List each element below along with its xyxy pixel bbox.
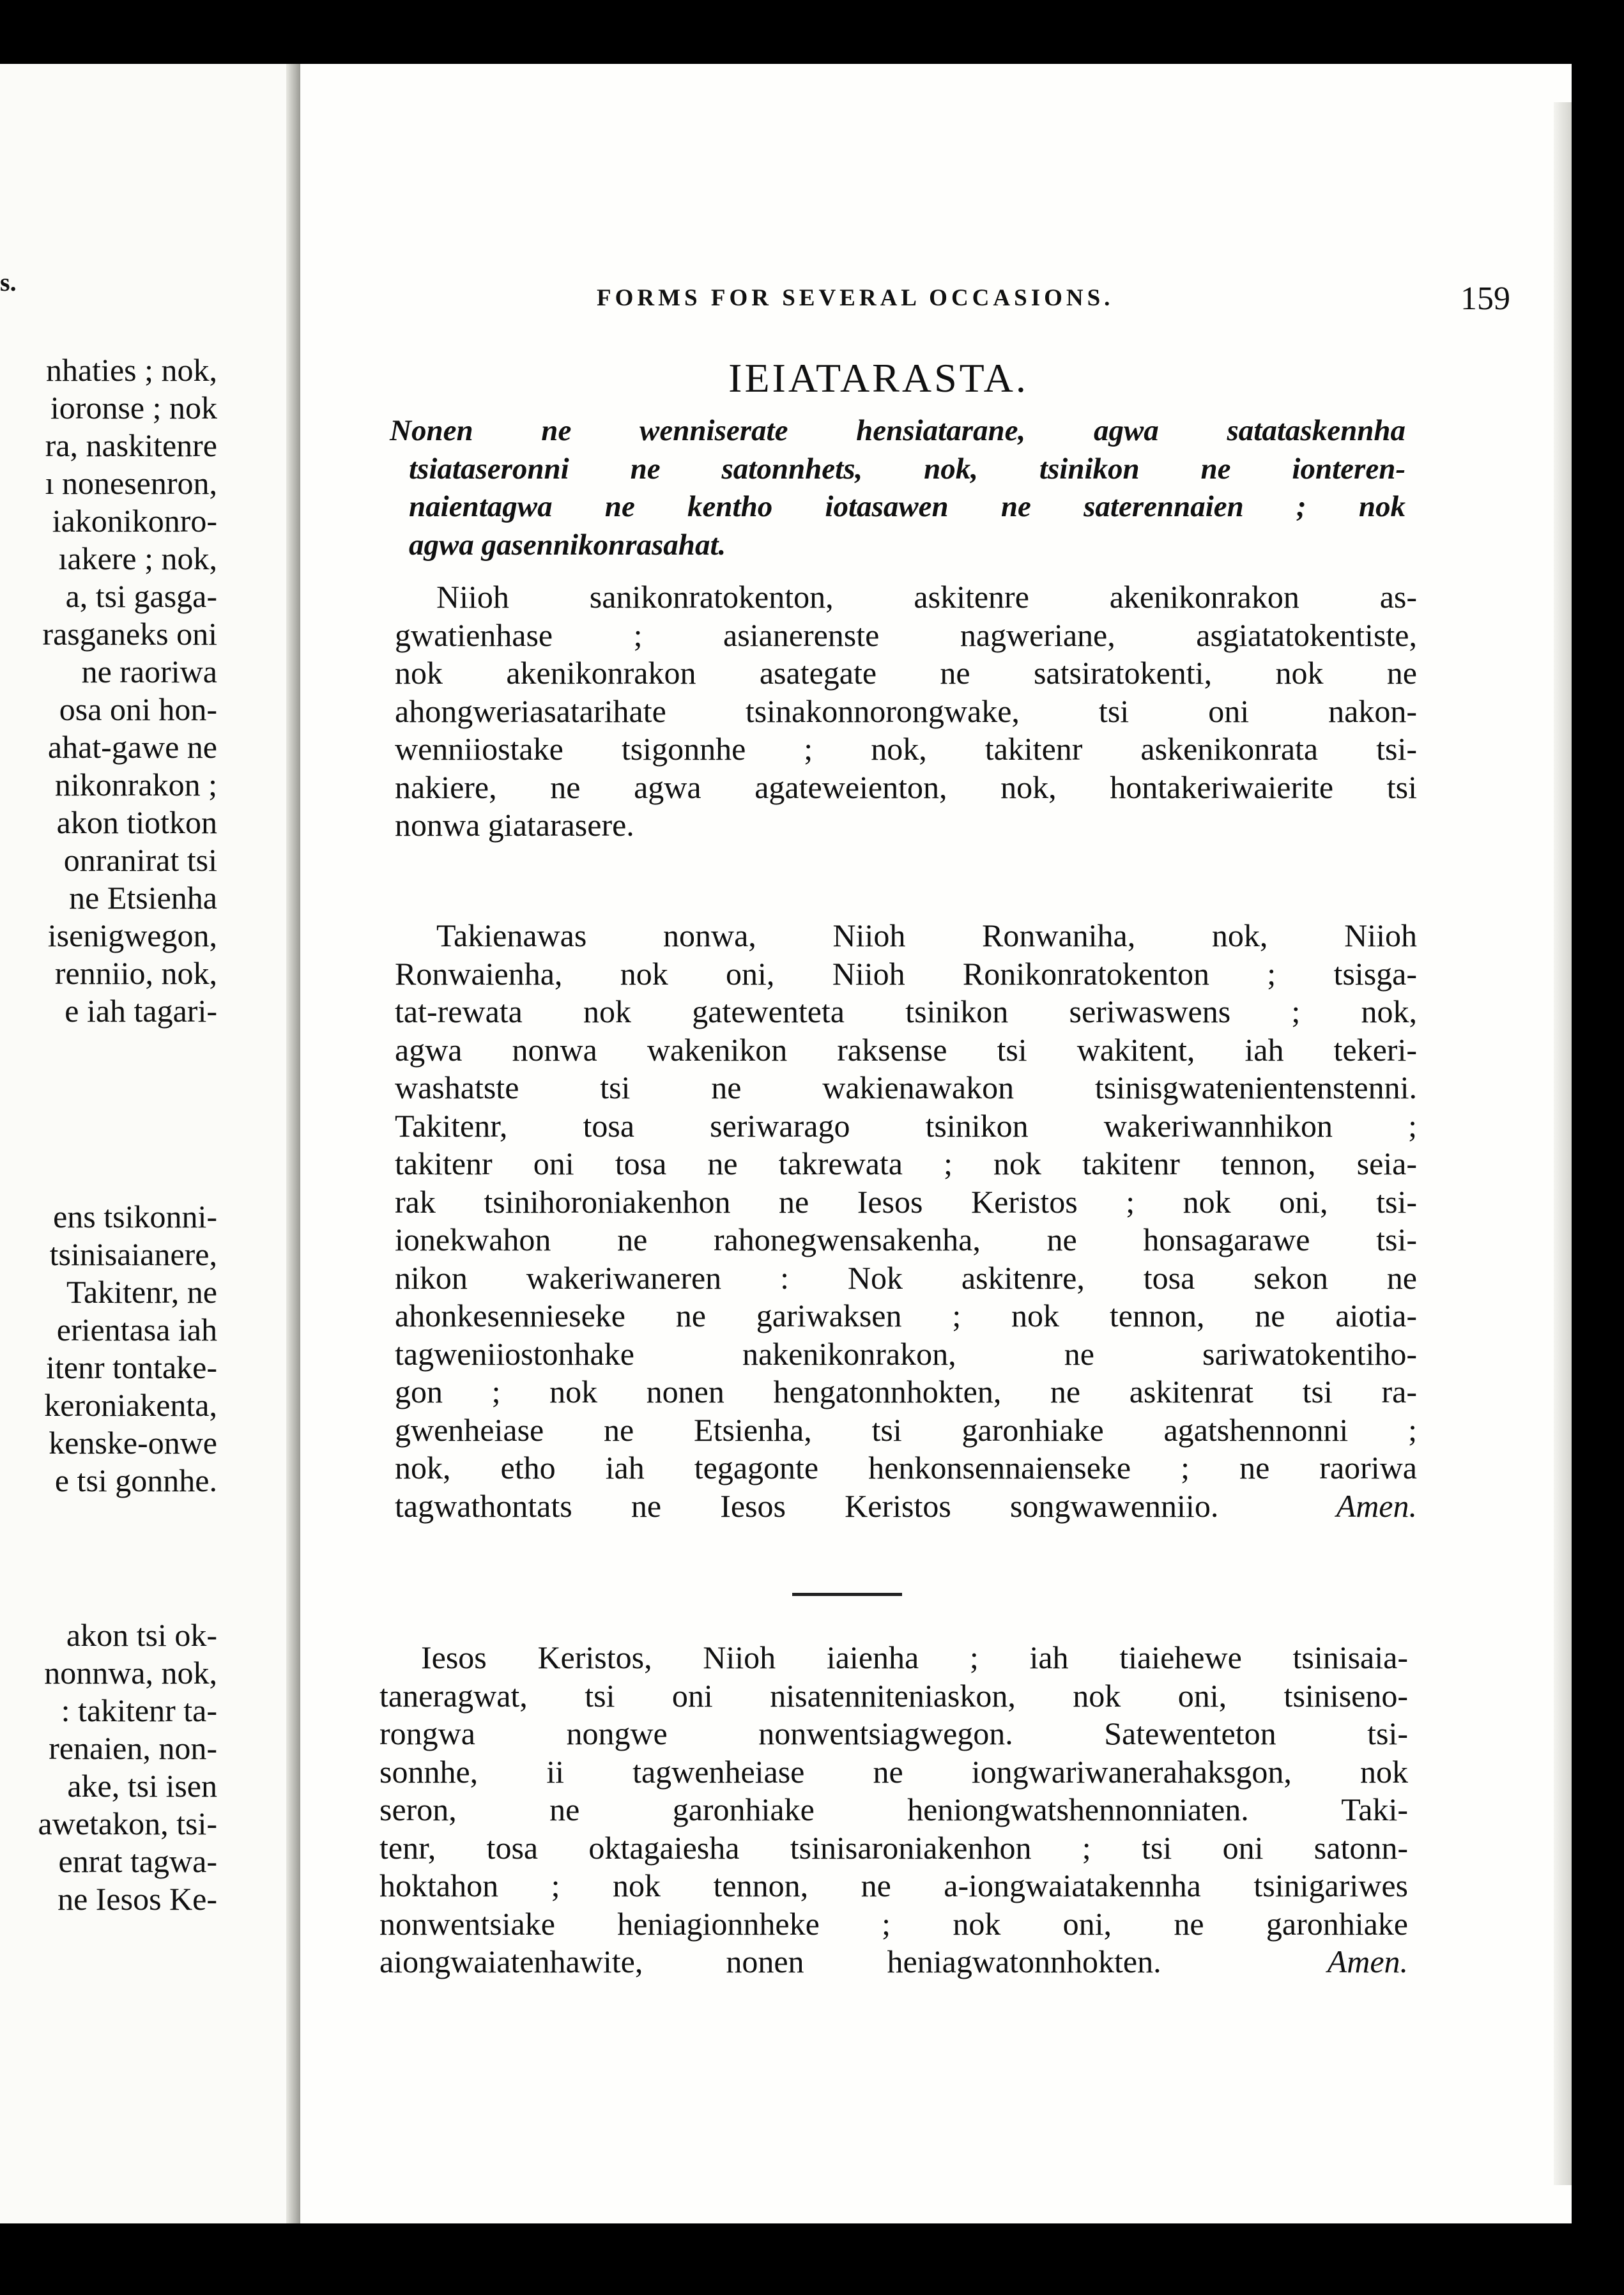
left-text-block-2 xyxy=(44,1198,217,1500)
text-line: renaien, non- xyxy=(49,1730,217,1766)
running-head xyxy=(597,280,1510,317)
text-line: ne raoriwa xyxy=(81,654,217,689)
text-line: seron, ne garonhiake heniongwatshennonniaten. Taki- xyxy=(379,1792,1408,1827)
text-line: isenigwegon, xyxy=(47,917,217,953)
text-line: iakonikonro- xyxy=(52,503,217,539)
text-line: ahongweriasatarihate tsinakonnorongwake, tsi oni nakon- xyxy=(395,693,1417,729)
text-line: nikon wakeriwaneren : Nok askitenre, tosa sekon ne xyxy=(395,1259,1417,1296)
text-line: itenr tontake- xyxy=(46,1349,217,1385)
text-line: akon tsi ok- xyxy=(66,1617,217,1653)
text-line: nok akenikonrakon asategate ne satsiratokenti, nok ne xyxy=(395,655,1417,691)
text-line: hoktahon ; nok tennon, ne a-iongwaiatakennha tsinigariwes xyxy=(379,1868,1408,1903)
text-line: ake, tsi isen xyxy=(67,1768,217,1804)
text-line: osa oni hon- xyxy=(59,691,217,727)
text-line: renniio, nok, xyxy=(54,955,217,991)
text-line: ionekwahon ne rahonegwensakenha, ne honsagarawe tsi- xyxy=(395,1222,1417,1257)
text-line: agwa gasennikonrasahat. xyxy=(409,528,726,562)
text-line: rasganeks oni xyxy=(42,616,217,652)
text-line: gon ; nok nonen hengatonnhokten, ne askitenrat tsi ra- xyxy=(395,1374,1417,1409)
text-line: ahat-gawe ne xyxy=(47,729,217,765)
text-line: kenske-onwe xyxy=(49,1425,217,1461)
section-divider-rule xyxy=(792,1593,902,1596)
left-text-block-1 xyxy=(42,351,217,1030)
right-main-page xyxy=(300,64,1572,2223)
text-line: aiongwaiatenhawite, nonen heniagwatonnhokten. Amen. xyxy=(379,1944,1409,1979)
section-title: IEIATARASTA. xyxy=(728,355,1029,401)
text-line: sonnhe, ii tagwenheiase ne iongwariwanerahaksgon, nok xyxy=(379,1753,1408,1790)
text-line: tsinisaianere, xyxy=(49,1236,217,1272)
left-text-block-3 xyxy=(38,1616,217,1918)
text-line: a, tsi gasga- xyxy=(65,578,217,614)
rubric-instruction xyxy=(390,412,1406,564)
text-line: nonwa giatarasere. xyxy=(395,807,634,843)
text-line: tagwathontats ne Iesos Keristos songwawenniio. Amen. xyxy=(395,1487,1418,1524)
text-line: ra, naskitenre xyxy=(45,427,217,463)
amen-word: Amen. xyxy=(1161,1944,1409,1979)
text-line: erientasa iah xyxy=(56,1312,217,1347)
text-line: Niioh sanikonratokenton, askitenre akenikonrakon as- xyxy=(436,579,1417,615)
text-line: rongwa nongwe nonwentsiagwegon. Satewenteton tsi- xyxy=(379,1715,1408,1751)
text-line: ıakere ; nok, xyxy=(58,541,217,576)
text-line: ahonkesennieseke ne gariwaksen ; nok tennon, ne aiotia- xyxy=(395,1298,1417,1333)
text-line: rak tsinihoroniakenhon ne Iesos Keristos ; nok oni, tsi- xyxy=(395,1183,1417,1220)
page-number: 159 xyxy=(1460,280,1510,317)
text-line: washatste tsi ne wakienawakon tsinisgwatenientenstenni. xyxy=(395,1070,1417,1105)
text-line: Takitenr, tosa seriwarago tsinikon wakeriwannhikon ; xyxy=(395,1107,1417,1144)
text-line: nonwentsiake heniagionnheke ; nok oni, ne garonhiake xyxy=(379,1905,1408,1942)
text-line: Iesos Keristos, Niioh iaienha ; iah tiaiehewe tsinisaia- xyxy=(421,1639,1408,1675)
text-line: takitenr oni tosa ne takrewata ; nok takitenr tennon, seia- xyxy=(395,1146,1417,1181)
text-line: keroniakenta, xyxy=(44,1387,217,1423)
text-line: Ronwaienha, nok oni, Niioh Ronikonratokenton ; tsisga- xyxy=(395,955,1417,992)
text-line: ne Iesos Ke- xyxy=(57,1881,217,1917)
text-line: nonnwa, nok, xyxy=(44,1655,217,1691)
page-edge-shadow xyxy=(1554,102,1572,2185)
text-line: taneragwat, tsi oni nisatenniteniaskon, nok oni, tsiniseno- xyxy=(379,1677,1408,1714)
text-line: e tsi gonnhe. xyxy=(54,1462,217,1498)
text-line: nikonrakon ; xyxy=(54,767,217,802)
text-line: onranirat tsi xyxy=(63,842,217,878)
text-line: nhaties ; nok, xyxy=(45,352,217,388)
text-line: gwatienhase ; asianerenste nagweriane, asgiatatokentiste, xyxy=(395,617,1417,653)
text-line: e iah tagari- xyxy=(65,993,217,1029)
text-line: tsiataseronni ne satonnhets, nok, tsinikon ne ionteren- xyxy=(409,452,1406,486)
text-line: akon tiotkon xyxy=(56,804,217,840)
text-line: ioronse ; nok xyxy=(50,390,217,426)
text-line: awetakon, tsi- xyxy=(38,1806,217,1841)
text-line: ı nonesenron, xyxy=(45,465,217,501)
text-line: tenr, tosa oktagaiesha tsinisaroniakenhon ; tsi oni satonn- xyxy=(379,1829,1408,1866)
left-facing-page xyxy=(0,64,300,2223)
prayer-paragraph-3 xyxy=(379,1639,1408,1981)
text-line: gwenheiase ne Etsienha, tsi garonhiake agatshennonni ; xyxy=(395,1411,1417,1448)
text-line: ens tsikonni- xyxy=(53,1199,217,1234)
text-line: nok, etho iah tegagonte henkonsennaienseke ; ne raoriwa xyxy=(395,1450,1417,1485)
text-line: Nonen ne wenniserate hensiatarane, agwa satataskennha xyxy=(390,414,1406,447)
amen-word: Amen. xyxy=(1218,1487,1418,1524)
running-head-title: FORMS FOR SEVERAL OCCASIONS. xyxy=(597,285,1114,311)
text-line: enrat tagwa- xyxy=(58,1843,217,1879)
text-line: naientagwa ne kentho iotasawen ne saterennaien ; nok xyxy=(409,490,1406,523)
left-page-header-fragment: s. xyxy=(0,268,17,296)
prayer-paragraph-1 xyxy=(395,578,1417,845)
prayer-paragraph-2 xyxy=(395,917,1417,1525)
text-line: tat-rewata nok gatewenteta tsinikon seriwaswens ; nok, xyxy=(395,994,1417,1029)
text-line: : takitenr ta- xyxy=(61,1692,217,1728)
text-line: Takitenr, ne xyxy=(66,1274,217,1310)
gutter-shadow xyxy=(286,64,300,2223)
text-line: Takienawas nonwa, Niioh Ronwaniha, nok, Niioh xyxy=(436,917,1417,953)
text-line: ne Etsienha xyxy=(69,880,217,916)
text-line: tagweniiostonhake nakenikonrakon, ne sariwatokentiho- xyxy=(395,1335,1417,1372)
text-line: nakiere, ne agwa agateweienton, nok, hontakeriwaierite tsi xyxy=(395,769,1417,805)
text-line: agwa nonwa wakenikon raksense tsi wakitent, iah tekeri- xyxy=(395,1031,1417,1068)
text-line: wenniiostake tsigonnhe ; nok, takitenr askenikonrata tsi- xyxy=(395,731,1417,767)
